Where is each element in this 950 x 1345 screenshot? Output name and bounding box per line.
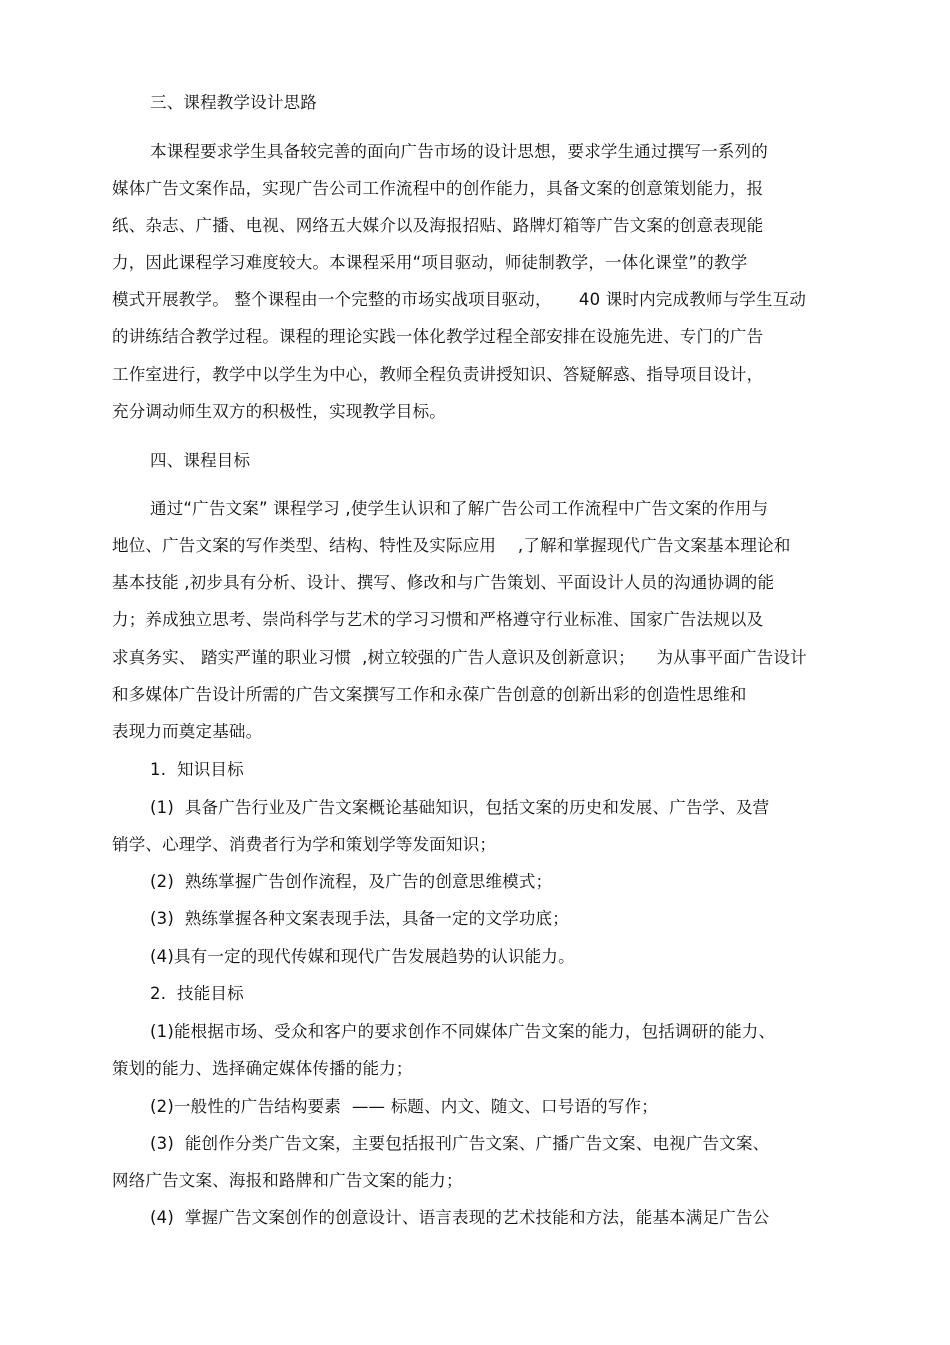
list-item-continuation: 销学、心理学、消费者行为学和策划学等发面知识； xyxy=(112,835,497,854)
skills-heading: 2. 技能目标 xyxy=(150,984,244,1003)
paragraph-line: 和多媒体广告设计所需的广告文案撰写工作和永葆广告创意的创新出彩的创造性思维和 xyxy=(112,685,747,704)
paragraph-line: 模式开展教学。 整个课程由一个完整的市场实战项目驱动， 40 课时内完成教师与学生互动 xyxy=(112,290,807,309)
paragraph-line: 力；养成独立思考、崇尚科学与艺术的学习习惯和严格遵守行业标准、国家广告法规以及 xyxy=(112,610,764,629)
paragraph-line: 的讲练结合教学过程。课程的理论实践一体化教学过程全部安排在设施先进、专门的广告 xyxy=(112,327,764,346)
list-item: (4)具有一定的现代传媒和现代广告发展趋势的认识能力。 xyxy=(150,947,575,966)
section-heading-4: 四、课程目标 xyxy=(150,451,251,470)
list-item: (1) 具备广告行业及广告文案概论基础知识，包括文案的历史和发展、广告学、及营 xyxy=(150,798,770,817)
paragraph-line: 基本技能 ,初步具有分析、设计、撰写、修改和与广告策划、平面设计人员的沟通协调的能 xyxy=(112,573,775,592)
knowledge-heading: 1. 知识目标 xyxy=(150,760,244,779)
paragraph-line: 求真务实、 踏实严谨的职业习惯 ,树立较强的广告人意识及创新意识； 为从事平面广告设计 xyxy=(112,648,807,667)
list-item-continuation: 策划的能力、选择确定媒体传播的能力； xyxy=(112,1059,413,1078)
list-item: (2) 熟练掌握广告创作流程，及广告的创意思维模式； xyxy=(150,872,553,891)
paragraph-line: 本课程要求学生具备较完善的面向广告市场的设计思想，要求学生通过撰写一系列的 xyxy=(150,142,768,161)
paragraph-line: 通过“广告文案” 课程学习 ,使学生认识和了解广告公司工作流程中广告文案的作用与 xyxy=(150,499,769,518)
list-item-continuation: 网络广告文案、海报和路牌和广告文案的能力； xyxy=(112,1171,463,1190)
list-item: (3) 熟练掌握各种文案表现手法，具备一定的文学功底； xyxy=(150,909,569,928)
list-item: (4) 掌握广告文案创作的创意设计、语言表现的艺术技能和方法，能基本满足广告公 xyxy=(150,1208,770,1227)
section-heading-3: 三、课程教学设计思路 xyxy=(150,93,317,112)
paragraph-line: 地位、广告文案的写作类型、结构、特性及实际应用 ,了解和掌握现代广告文案基本理论和 xyxy=(112,536,791,555)
paragraph-line: 工作室进行，教学中以学生为中心，教师全程负责讲授知识、答疑解惑、指导项目设计， xyxy=(112,365,764,384)
paragraph-line: 媒体广告文案作品，实现广告公司工作流程中的创作能力，具备文案的创意策划能力，报 xyxy=(112,179,764,198)
paragraph-line: 纸、杂志、广播、电视、网络五大媒介以及海报招贴、路牌灯箱等广告文案的创意表现能 xyxy=(112,216,764,235)
list-item: (3) 能创作分类广告文案，主要包括报刊广告文案、广播广告文案、电视广告文案、 xyxy=(150,1134,770,1153)
paragraph-line: 充分调动师生双方的积极性，实现教学目标。 xyxy=(112,402,446,421)
paragraph-line: 表现力而奠定基础。 xyxy=(112,722,263,741)
list-item: (1)能根据市场、受众和客户的要求创作不同媒体广告文案的能力，包括调研的能力、 xyxy=(150,1022,776,1041)
paragraph-line: 力，因此课程学习难度较大。本课程采用“项目驱动，师徒制教学，一体化课堂”的教学 xyxy=(112,253,748,272)
list-item: (2)一般性的广告结构要素 —— 标题、内文、随文、口号语的写作； xyxy=(150,1097,658,1116)
